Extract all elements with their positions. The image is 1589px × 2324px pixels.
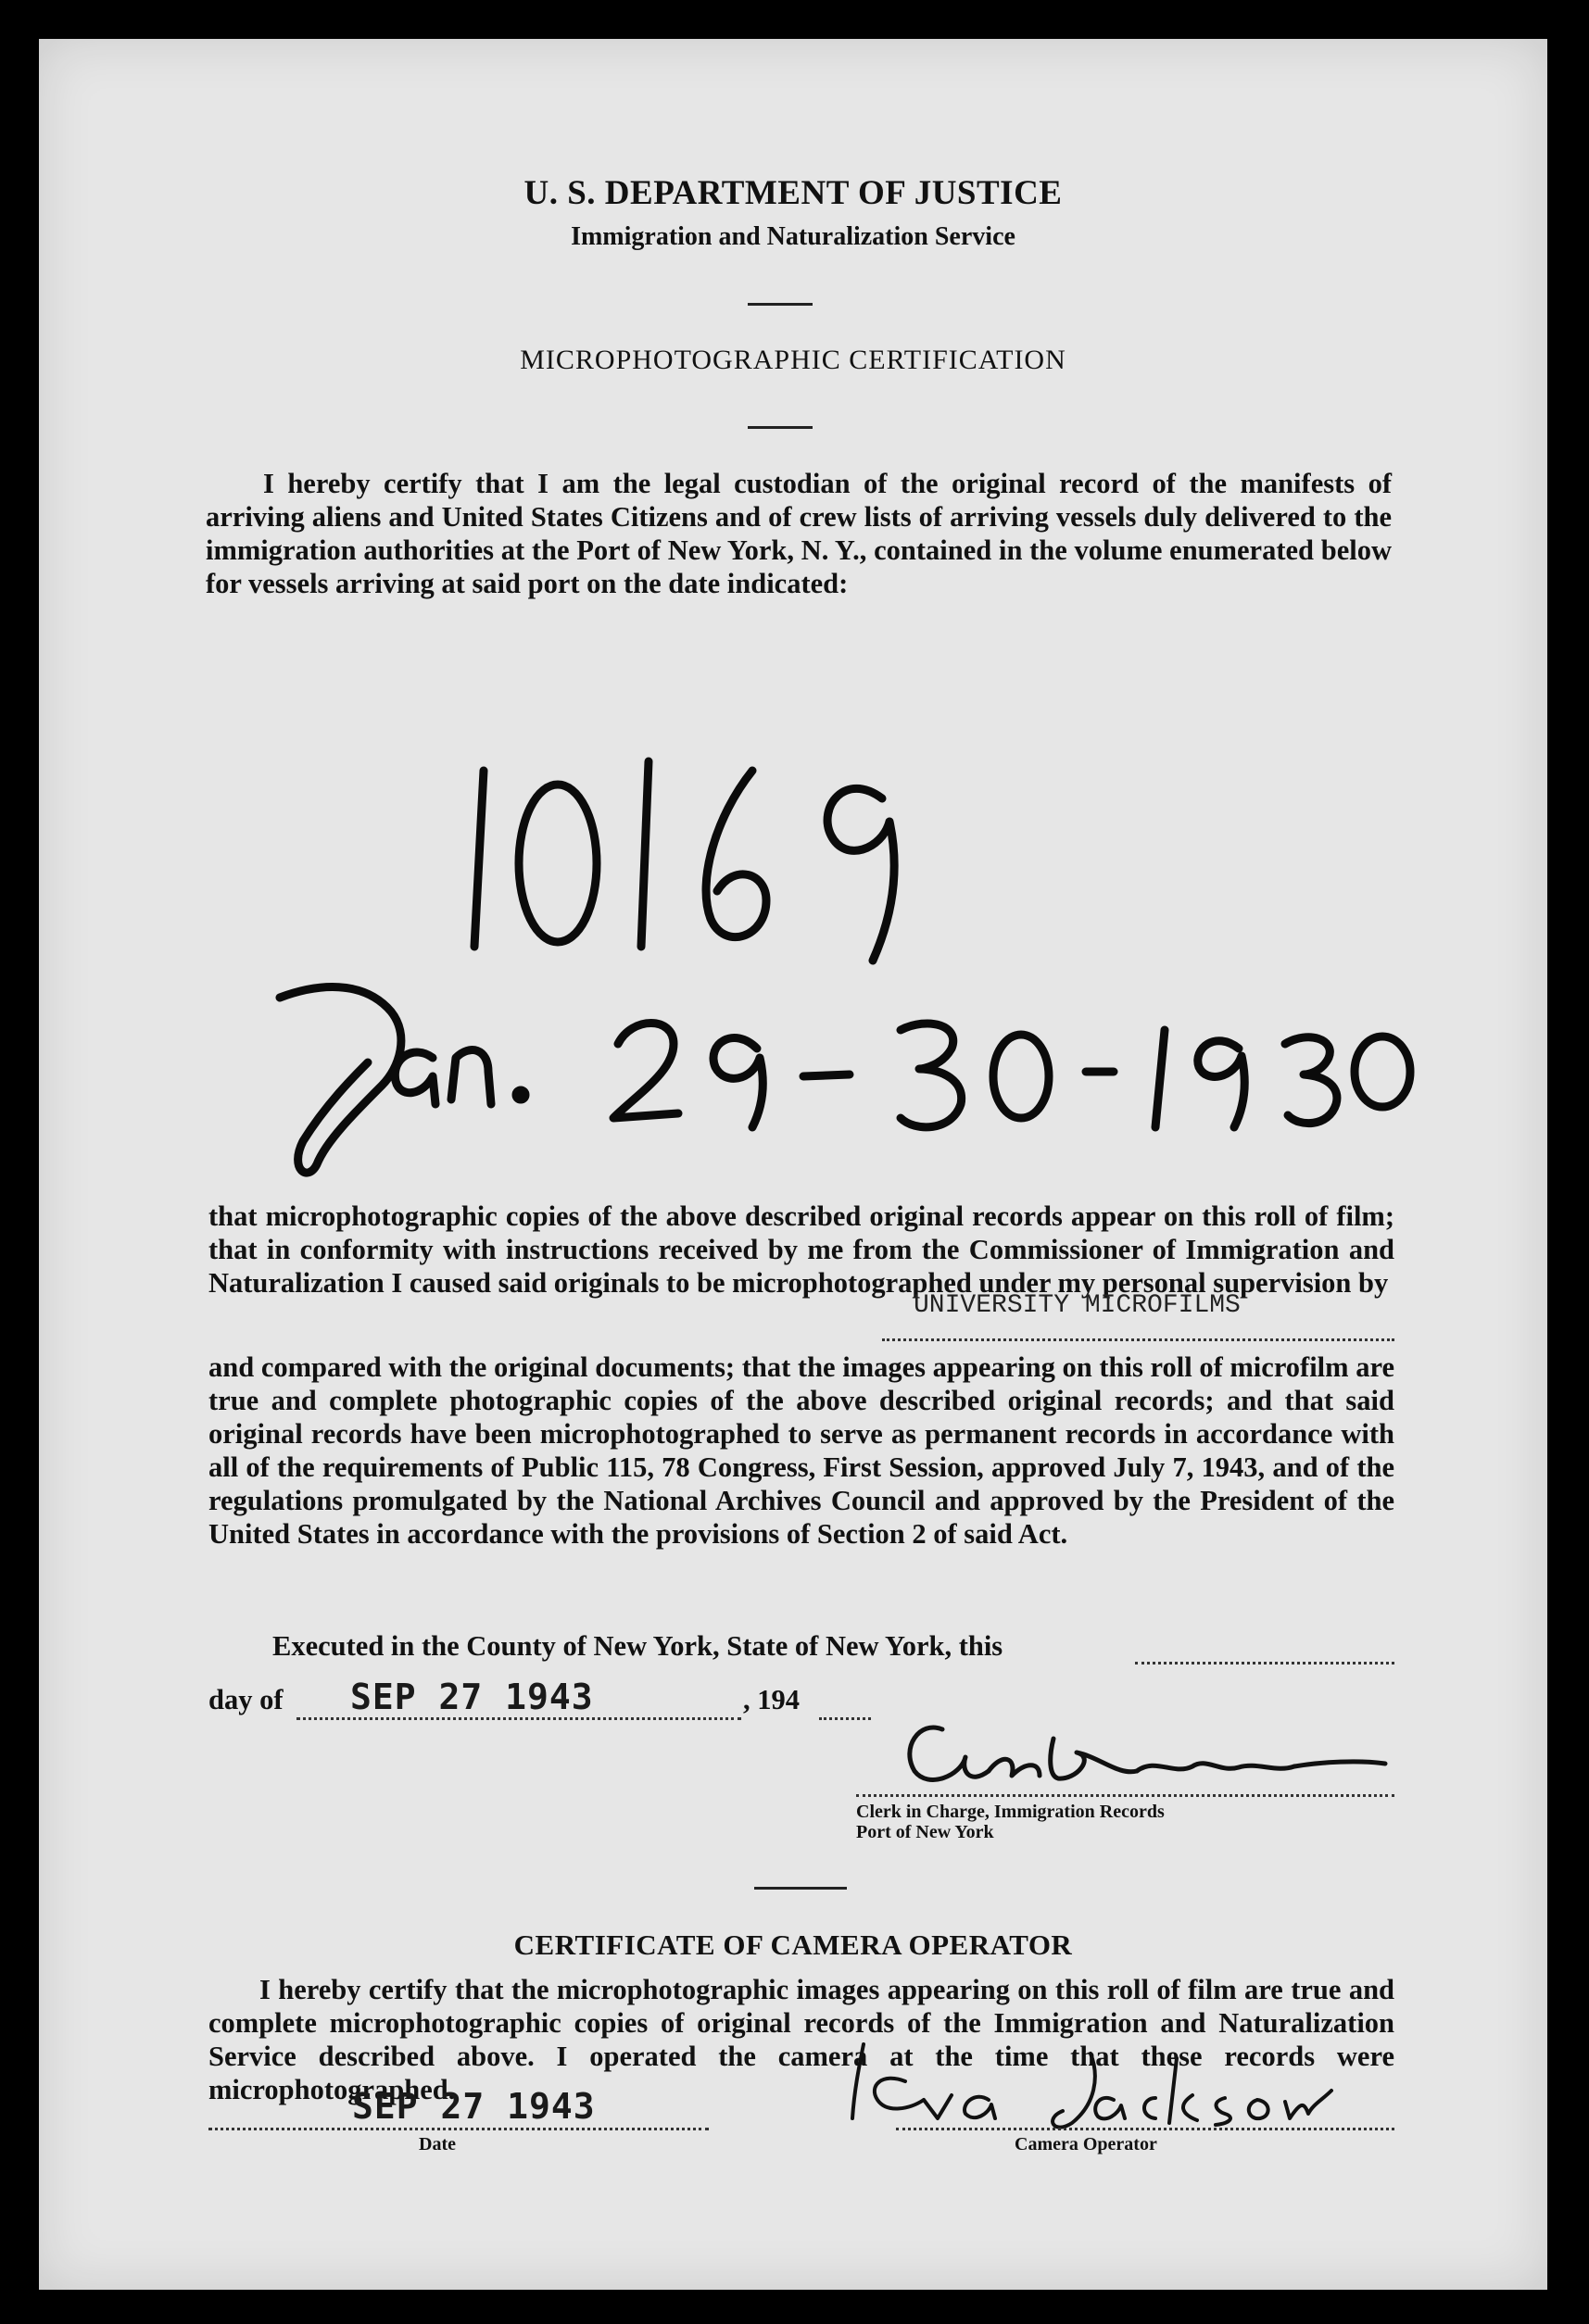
body-paragraph-part2 bbox=[208, 1350, 1394, 1551]
year-dotted-line bbox=[819, 1717, 871, 1720]
date-label: Date bbox=[419, 2134, 456, 2154]
service-subheading: Immigration and Naturalization Service bbox=[571, 222, 1015, 251]
divider-rule bbox=[748, 426, 813, 429]
intro-paragraph bbox=[206, 467, 1392, 600]
clerk-signature bbox=[877, 1706, 1396, 1799]
camera-operator-label: Camera Operator bbox=[1015, 2134, 1157, 2154]
execution-date-stamp: SEP 27 1943 bbox=[350, 1677, 594, 1717]
typed-company-name: UNIVERSITY MICROFILMS bbox=[914, 1291, 1241, 1320]
certificate-page bbox=[39, 39, 1547, 2290]
intro-text: I hereby certify that I am the legal custodian of the original record of the manifests of arriving aliens and United States Citizens and of crew lists of arriving vessels duly delivered to the immigration authorities at the Port of New York, N. Y., contained in the volume enumerated below for vessels arriving at said port on the date indicated: bbox=[206, 468, 1392, 599]
clerk-signature-line bbox=[856, 1794, 1394, 1797]
day-of-label: day of bbox=[208, 1684, 284, 1715]
operator-signature-line bbox=[896, 2128, 1394, 2130]
clerk-title-line2: Port of New York bbox=[856, 1822, 994, 1842]
body-text-1: that microphotographic copies of the above described original records appear on this roll of film; that in conformity with instructions received by me from the Commissioner of Immigration and Naturalization I caused said originals to be microphotographed under my personal supervision by bbox=[208, 1200, 1394, 1299]
day-dotted-line bbox=[296, 1717, 741, 1720]
supervisor-dotted-line bbox=[882, 1338, 1394, 1341]
operator-date-stamp: SEP 27 1943 bbox=[352, 2086, 596, 2127]
executed-dotted-line bbox=[1135, 1662, 1394, 1664]
clerk-title-line1: Clerk in Charge, Immigration Records bbox=[856, 1802, 1165, 1822]
handwritten-volume-number bbox=[447, 734, 965, 965]
year-prefix: , 194 bbox=[743, 1684, 800, 1715]
certification-title: MICROPHOTOGRAPHIC CERTIFICATION bbox=[520, 345, 1066, 375]
body-paragraph-part1 bbox=[208, 1200, 1394, 1300]
divider-rule bbox=[754, 1887, 847, 1890]
operator-signature bbox=[836, 2026, 1355, 2142]
camera-operator-text: I hereby certify that the microphotographic images appearing on this roll of film are true and complete microphotographic copies of original records of the Immigration and Naturalization Service described above. I operated the camera at the time that these records were microphotographed. bbox=[208, 1974, 1394, 2105]
camera-operator-heading: CERTIFICATE OF CAMERA OPERATOR bbox=[513, 1928, 1073, 1961]
divider-rule bbox=[748, 303, 813, 306]
agency-heading: U. S. DEPARTMENT OF JUSTICE bbox=[523, 174, 1063, 212]
handwritten-dates bbox=[252, 956, 1419, 1178]
date-dotted-line bbox=[208, 2128, 709, 2130]
body-text-2: and compared with the original documents; that the images appearing on this roll of microfilm are true and complete photographic copies of the above described original records; and that said original records have been microphotographed to serve as permanent records in accordance with all of the requirements of Public 115, 78 Congress, First Session, approved July 7, 1943, and of the regulations promulgated by the National Archives Council and approved by the President of the United States in accordance with the provisions of Section 2 of said Act. bbox=[208, 1351, 1394, 1550]
executed-text: Executed in the County of New York, State of New York, this bbox=[272, 1630, 1003, 1662]
